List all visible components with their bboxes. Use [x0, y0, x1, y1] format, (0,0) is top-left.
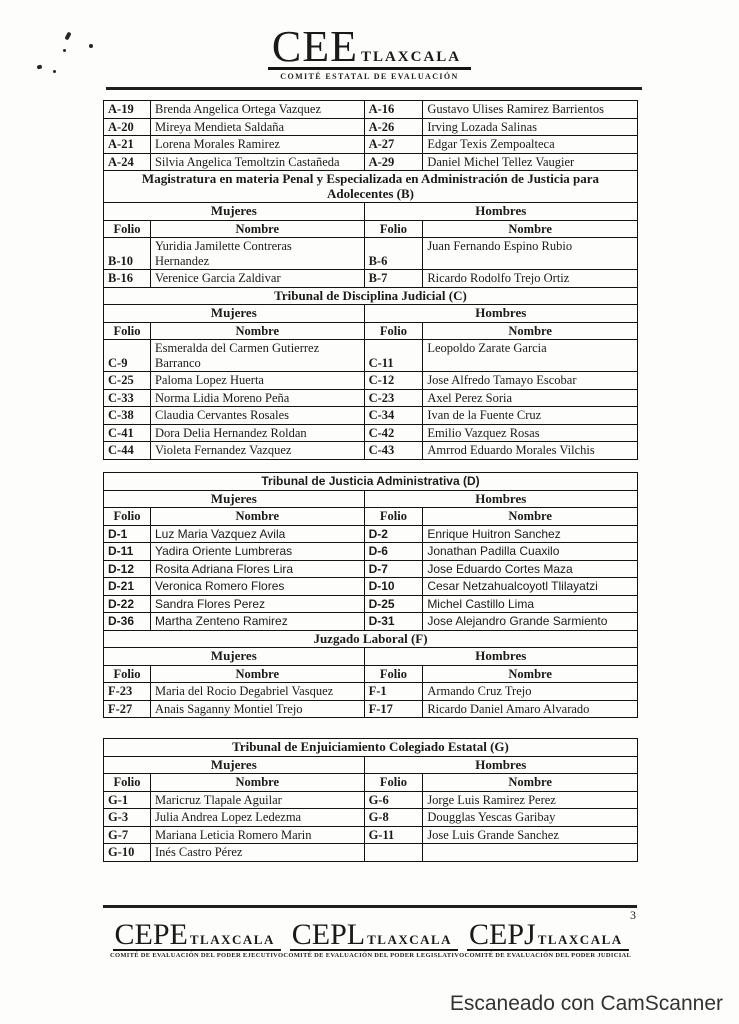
nombre-cell: Cesar Netzahualcoyotl Tlilayatzi: [423, 578, 638, 596]
folio-cell: B-10: [104, 238, 151, 270]
folio-cell: B-16: [104, 270, 151, 288]
candidates-table-g: [103, 738, 638, 862]
cepj-logo-line: [467, 918, 629, 951]
nombre-cell: Brenda Angelica Ortega Vazquez: [150, 101, 364, 119]
nombre-cell: Martha Zenteno Ramirez: [150, 613, 364, 631]
nombre-cell: [150, 340, 364, 372]
folio-cell: D-31: [364, 613, 423, 631]
nombre-header: Nombre: [423, 665, 638, 683]
nombre-cell: Paloma Lopez Huerta: [150, 372, 364, 390]
folio-header: Folio: [104, 774, 151, 792]
folio-cell: G-1: [104, 791, 151, 809]
nombre-cell: Leopoldo Zarate Garcia: [423, 340, 638, 372]
nombre-cell: Emilio Vazquez Rosas: [423, 424, 638, 442]
nombre-cell: Julia Andrea Lopez Ledezma: [150, 809, 364, 827]
cepl-logo-line: [290, 918, 458, 951]
cepl-logo-caption: COMITÉ DE EVALUACIÓN DEL PODER LEGISLATIVO: [283, 952, 465, 959]
folio-cell: D-22: [104, 595, 151, 613]
mujeres-header: Mujeres: [104, 203, 365, 221]
page-number: 3: [630, 908, 636, 922]
table-row: [104, 101, 638, 119]
table-row: [104, 424, 638, 442]
nombre-cell: Maricruz Tlapale Aguilar: [150, 791, 364, 809]
folio-cell: A-26: [364, 118, 423, 136]
folio-cell: [364, 844, 423, 862]
folio-header: Folio: [104, 665, 151, 683]
folio-cell: C-9: [104, 340, 151, 372]
nombre-cell: Anais Saganny Montiel Trejo: [150, 700, 364, 718]
table-row: [104, 238, 638, 270]
column-header-row: [104, 220, 638, 238]
camscanner-watermark: Escaneado con CamScanner: [449, 992, 723, 1015]
folio-cell: A-24: [104, 153, 151, 171]
nombre-cell: Sandra Flores Perez: [150, 595, 364, 613]
cee-header: [0, 22, 739, 81]
nombre-cell: Maria del Rocio Degabriel Vasquez: [150, 683, 364, 701]
nombre-cell: Amrrod Eduardo Morales Vilchis: [423, 442, 638, 460]
section-title-row: [104, 739, 638, 757]
folio-cell: C-25: [104, 372, 151, 390]
folio-cell: C-38: [104, 407, 151, 425]
nombre-cell: Ivan de la Fuente Cruz: [423, 407, 638, 425]
section-title: Tribunal de Enjuiciamiento Colegiado Estatal (G): [104, 739, 638, 757]
nombre-cell: Mireya Mendieta Saldaña: [150, 118, 364, 136]
nombre-cell: Verenice Garcia Zaldivar: [150, 270, 364, 288]
hombres-header: Hombres: [364, 756, 637, 774]
nombre-cell: Rosita Adriana Flores Lira: [150, 560, 364, 578]
mujeres-header: Mujeres: [104, 305, 365, 323]
nombre-cell: Yadira Oriente Lumbreras: [150, 543, 364, 561]
table-row: [104, 809, 638, 827]
footer-rule: [103, 905, 637, 908]
nombre-cell: Jorge Luis Ramirez Perez: [423, 791, 638, 809]
folio-cell: F-27: [104, 700, 151, 718]
nombre-cell: Violeta Fernandez Vazquez: [150, 442, 364, 460]
folio-cell: D-12: [104, 560, 151, 578]
cee-logo-region: TLAXCALA: [360, 49, 462, 65]
nombre-cell: Jose Luis Grande Sanchez: [423, 826, 638, 844]
cepj-logo: [464, 918, 632, 959]
nombre-cell: Edgar Texis Zempoalteca: [423, 136, 638, 154]
nombre-cell: Gustavo Ulises Ramirez Barrientos: [423, 101, 638, 119]
nombre-header: Nombre: [150, 322, 364, 340]
nombre-cell: Jose Alfredo Tamayo Escobar: [423, 372, 638, 390]
section-title-row: [104, 473, 638, 491]
table-row: [104, 270, 638, 288]
nombre-header: Nombre: [423, 774, 638, 792]
nombre-cell: Michel Castillo Lima: [423, 595, 638, 613]
section-title: Tribunal de Disciplina Judicial (C): [104, 287, 638, 305]
folio-cell: A-19: [104, 101, 151, 119]
section-title-row: [104, 287, 638, 305]
nombre-text: Yuridia Jamilette Contreras Hernandez: [154, 239, 292, 268]
folio-cell: F-17: [364, 700, 423, 718]
cepe-logo-region: TLAXCALA: [189, 932, 275, 947]
nombre-cell: Lorena Morales Ramirez: [150, 136, 364, 154]
cepe-logo-line: [113, 918, 281, 951]
folio-cell: B-7: [364, 270, 423, 288]
folio-cell: C-11: [364, 340, 423, 372]
cepj-logo-acronym: CEPJ: [468, 918, 536, 951]
cepe-logo-caption: COMITÉ DE EVALUACIÓN DEL PODER EJECUTIVO: [110, 952, 284, 959]
table-row: [104, 525, 638, 543]
candidates-table-df: [103, 472, 638, 718]
section-title: Juzgado Laboral (F): [104, 630, 638, 648]
section-title: Magistratura en materia Penal y Especializada en Administración de Justicia para Adolecentes (B): [104, 171, 638, 203]
gender-header-row: [104, 648, 638, 666]
nombre-cell: Veronica Romero Flores: [150, 578, 364, 596]
folio-cell: D-21: [104, 578, 151, 596]
table-row: [104, 389, 638, 407]
nombre-cell: Juan Fernando Espino Rubio: [423, 238, 638, 270]
folio-cell: D-11: [104, 543, 151, 561]
cepl-logo: [283, 918, 465, 959]
nombre-cell: Mariana Leticia Romero Marin: [150, 826, 364, 844]
hombres-header: Hombres: [364, 203, 637, 221]
nombre-cell: Jose Eduardo Cortes Maza: [423, 560, 638, 578]
folio-cell: D-6: [364, 543, 423, 561]
nombre-cell: Dougglas Yescas Garibay: [423, 809, 638, 827]
folio-header: Folio: [364, 665, 423, 683]
folio-cell: C-42: [364, 424, 423, 442]
table-row: [104, 560, 638, 578]
hombres-header: Hombres: [364, 490, 637, 508]
folio-cell: A-29: [364, 153, 423, 171]
nombre-cell: [423, 844, 638, 862]
table-row: [104, 613, 638, 631]
nombre-cell: Inés Castro Pérez: [150, 844, 364, 862]
nombre-cell: Silvia Angelica Temoltzin Castañeda: [150, 153, 364, 171]
table-row: [104, 407, 638, 425]
folio-cell: A-27: [364, 136, 423, 154]
table-row: [104, 595, 638, 613]
cepj-logo-caption: COMITÉ DE EVALUACIÓN DEL PODER JUDICIAL: [464, 952, 632, 959]
folio-cell: D-2: [364, 525, 423, 543]
column-header-row: [104, 322, 638, 340]
table-row: [104, 136, 638, 154]
folio-header: Folio: [364, 220, 423, 238]
table-row: [104, 340, 638, 372]
folio-header: Folio: [364, 322, 423, 340]
cepe-logo-acronym: CEPE: [114, 918, 188, 951]
column-header-row: [104, 508, 638, 526]
nombre-cell: Enrique Huitron Sanchez: [423, 525, 638, 543]
table-row: [104, 791, 638, 809]
folio-cell: A-16: [364, 101, 423, 119]
folio-cell: C-43: [364, 442, 423, 460]
folio-header: Folio: [104, 322, 151, 340]
table-row: [104, 578, 638, 596]
folio-header: Folio: [104, 220, 151, 238]
nombre-cell: Daniel Michel Tellez Vaugier: [423, 153, 638, 171]
nombre-cell: Armando Cruz Trejo: [423, 683, 638, 701]
nombre-cell: Dora Delia Hernandez Roldan: [150, 424, 364, 442]
committee-logos-footer: [110, 918, 632, 959]
folio-cell: C-41: [104, 424, 151, 442]
nombre-header: Nombre: [150, 220, 364, 238]
nombre-header: Nombre: [423, 508, 638, 526]
cepe-logo: [110, 918, 284, 959]
folio-cell: F-23: [104, 683, 151, 701]
gender-header-row: [104, 490, 638, 508]
folio-cell: A-21: [104, 136, 151, 154]
folio-cell: C-33: [104, 389, 151, 407]
folio-cell: G-10: [104, 844, 151, 862]
folio-cell: G-6: [364, 791, 423, 809]
nombre-header: Nombre: [150, 774, 364, 792]
nombre-cell: Norma Lidia Moreno Peña: [150, 389, 364, 407]
folio-cell: D-25: [364, 595, 423, 613]
folio-cell: B-6: [364, 238, 423, 270]
folio-cell: G-7: [104, 826, 151, 844]
hombres-header: Hombres: [364, 305, 637, 323]
table-row: [104, 153, 638, 171]
section-title-row: [104, 171, 638, 203]
folio-cell: G-8: [364, 809, 423, 827]
cepl-logo-acronym: CEPL: [291, 918, 366, 951]
folio-cell: C-23: [364, 389, 423, 407]
header-rule: [106, 87, 642, 90]
folio-cell: D-7: [364, 560, 423, 578]
gender-header-row: [104, 203, 638, 221]
cee-logo-line: [268, 22, 471, 71]
nombre-cell: Luz Maria Vazquez Avila: [150, 525, 364, 543]
mujeres-header: Mujeres: [104, 490, 365, 508]
section-title: Tribunal de Justicia Administrativa (D): [104, 473, 638, 491]
gender-header-row: [104, 305, 638, 323]
nombre-cell: Irving Lozada Salinas: [423, 118, 638, 136]
folio-cell: A-20: [104, 118, 151, 136]
table-row: [104, 683, 638, 701]
nombre-cell: Ricardo Rodolfo Trejo Ortiz: [423, 270, 638, 288]
folio-cell: D-1: [104, 525, 151, 543]
folio-cell: G-3: [104, 809, 151, 827]
mujeres-header: Mujeres: [104, 756, 365, 774]
table-row: [104, 844, 638, 862]
folio-cell: G-11: [364, 826, 423, 844]
gender-header-row: [104, 756, 638, 774]
hombres-header: Hombres: [364, 648, 637, 666]
nombre-cell: [150, 238, 364, 270]
folio-cell: C-34: [364, 407, 423, 425]
table-row: [104, 442, 638, 460]
cee-logo-acronym: CEE: [271, 22, 358, 71]
column-header-row: [104, 774, 638, 792]
folio-cell: C-12: [364, 372, 423, 390]
nombre-header: Nombre: [150, 508, 364, 526]
folio-cell: D-36: [104, 613, 151, 631]
nombre-cell: Jonathan Padilla Cuaxilo: [423, 543, 638, 561]
nombre-cell: Ricardo Daniel Amaro Alvarado: [423, 700, 638, 718]
nombre-cell: Jose Alejandro Grande Sarmiento: [423, 613, 638, 631]
section-title-row: [104, 630, 638, 648]
table-row: [104, 826, 638, 844]
cepj-logo-region: TLAXCALA: [537, 932, 623, 947]
nombre-header: Nombre: [423, 220, 638, 238]
table-row: [104, 543, 638, 561]
nombre-header: Nombre: [423, 322, 638, 340]
nombre-cell: Axel Perez Soria: [423, 389, 638, 407]
cepl-logo-region: TLAXCALA: [367, 932, 453, 947]
folio-header: Folio: [364, 508, 423, 526]
nombre-header: Nombre: [150, 665, 364, 683]
column-header-row: [104, 665, 638, 683]
nombre-cell: Claudia Cervantes Rosales: [150, 407, 364, 425]
folio-header: Folio: [364, 774, 423, 792]
candidates-table-abc: [103, 100, 638, 460]
table-row: [104, 372, 638, 390]
mujeres-header: Mujeres: [104, 648, 365, 666]
table-row: [104, 700, 638, 718]
folio-header: Folio: [104, 508, 151, 526]
nombre-text: Esmeralda del Carmen Gutierrez Barranco: [154, 341, 320, 370]
table-row: [104, 118, 638, 136]
folio-cell: F-1: [364, 683, 423, 701]
cee-logo-caption: COMITÉ ESTATAL DE EVALUACIÓN: [280, 72, 459, 81]
folio-cell: D-10: [364, 578, 423, 596]
cee-logo: [0, 22, 739, 81]
folio-cell: C-44: [104, 442, 151, 460]
